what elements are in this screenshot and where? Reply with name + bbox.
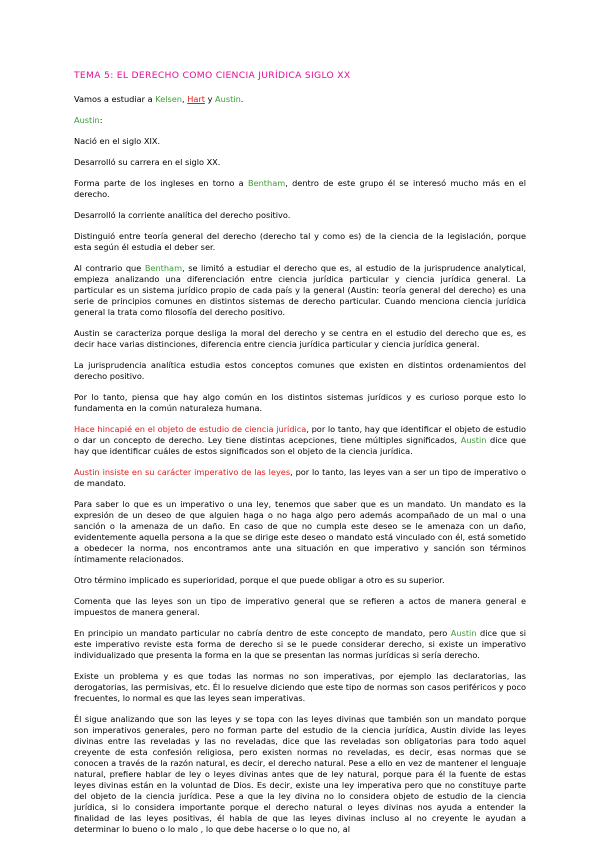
paragraph-contrario: Al contrario que Bentham, se limitó a estudiar el derecho que es, al estudio de la jurisprudence analytical, empieza analizando una diferenciación entre ciencia jurídica particular y ciencia jurídica general. La particular es un sistema jurídico propio de cada país y la general (Austin: teoría general del derecho) es una serie de principios comunes en distintos sistemas de derecho particular. Cuando menciona ciencia jurídica general la trata como filosofía del derecho positivo. [74,263,526,317]
paragraph-grupo: Forma parte de los ingleses en torno a Bentham, dentro de este grupo él se interesó mucho más en el derecho. [74,178,526,199]
paragraph-hincapie: Hace hincapié en el objeto de estudio de ciencia jurídica, por lo tanto, hay que identificar el objeto de estudio o dar un concepto de derecho. Ley tiene distintas acepciones, tiene múltiples significados, Austin dice que hay que identificar cuáles de estos significados son el objeto de la ciencia jurídica. [74,424,527,456]
highlight-objeto: Hace hincapié en el objeto de estudio de ciencia jurídica [74,424,307,434]
paragraph-jurisprudencia: La jurisprudencia analítica estudia estos conceptos comunes que existen en distintos ordenamientos del derecho positivo. [74,360,526,381]
paragraph-divinas: Él sigue analizando que son las leyes y se topa con las leyes divinas que también son un mandato porque son imperativos generales, pero no forman parte del estudio de la ciencia jurídica, Austin divide las leyes divinas entre las reveladas y las no reveladas, dice que las reveladas son obligatorias para todo aquel creyente de esta confesión religiosa, pero existen normas no reveladas, es decir, esas normas que se conocen a través de la razón natural, es decir, el derecho natural. Pese a ello en vez de mantener el lenguaje natural, prefiere hablar de ley o leyes divinas antes que de ley natural, porque para él la fuente de estas leyes divinas están en la voluntad de Dios. Es decir, existe una ley imperativa pero que no constituye parte del objeto de la ciencia jurídica. Pese a que la ley divina no lo considera objeto de estudio de la ciencia jurídica, si lo considera importante porque el derecho natural o leyes divinas nos ayuda a entender la finalidad de las leyes positivas, él habla de que las leyes divinas incluso al no creyente le ayudan a determinar lo bueno o lo malo , lo que debe hacerse o lo que no, al [74,714,526,834]
austin-name: Austin [460,435,487,445]
bentham-name: Bentham [144,263,183,273]
austin-link: Austin [215,94,241,104]
hart-link: Hart [187,94,205,104]
paragraph-principio: En principio un mandato particular no cabría dentro de este concepto de mandato, pero Austin dice que si este imperativo reviste esta forma de derecho si se le puede considerar derecho, si existe un imperativo individualizado que presenta la forma en la que se presentan las normas jurídicas si sería derecho. [74,628,526,660]
paragraph-carrera: Desarrolló su carrera en el siglo XX. [74,157,221,167]
paragraph-saber: Para saber lo que es un imperativo o una ley, tenemos que saber que es un mandato. Un mandato es la expresión de un deseo de que alguien haga o no haga algo pero además acompañado de un mal o una sanción o la amenaza de un daño. En caso de que no cumpla este deseo se le amenaza con un daño, evidentemente aquella persona a la que se dirige este deseo o mandato está vinculado con él, está sometido a obedecer la norma, nos encontramos ante una situación en que imperativo y sanción son términos íntimamente relacionados. [74,499,526,564]
intro-text: Vamos a estudiar a [74,94,156,104]
paragraph-tanto: Por lo tanto, piensa que hay algo común en los distintos sistemas jurídicos y es curioso porque esto lo fundamenta en la común naturaleza humana. [74,392,526,413]
paragraph-nacio: Nació en el siglo XIX. [74,136,161,146]
paragraph-caracteriza: Austin se caracteriza porque desliga la moral del derecho y se centra en el estudio del derecho que es, es decir hace varias distinciones, diferencia entre ciencia jurídica particular y ciencia jurídica general. [74,328,526,349]
kelsen-link: Kelsen [155,94,182,104]
paragraph-problema: Existe un problema y es que todas las normas no son imperativas, por ejemplo las declaratorias, las derogatorias, las permisivas, etc. Él lo resuelve diciendo que este tipo de normas son casos periféricos y poco frecuentes, lo normal es que las leyes sean imperativas. [74,671,526,703]
austin-name: Austin [450,628,477,638]
paragraph-corriente: Desarrolló la corriente analítica del derecho positivo. [74,210,291,220]
section-heading-austin: Austin: [74,115,103,125]
paragraph-comenta: Comenta que las leyes son un tipo de imperativo general que se refieren a actos de manera general e impuestos de manera general. [74,596,526,617]
paragraph-insiste: Austin insiste en su carácter imperativo de las leyes, por lo tanto, las leyes van a ser un tipo de imperativo o de mandato. [74,467,526,488]
paragraph-distinguio: Distinguió entre teoría general del derecho (derecho tal y como es) de la ciencia de la legislación, porque esta según él estudia el deber ser. [74,231,526,252]
document-title: TEMA 5: EL DERECHO COMO CIENCIA JURÍDICA SIGLO XX [74,70,351,81]
paragraph-otro: Otro término implicado es superioridad, porque el que puede obligar a otro es su superior. [74,575,445,585]
intro-paragraph: Vamos a estudiar a Kelsen, Hart y Austin. [74,94,244,104]
highlight-imperativo: Austin insiste en su carácter imperativo de las leyes [74,467,291,477]
bentham-name: Bentham [247,178,286,188]
